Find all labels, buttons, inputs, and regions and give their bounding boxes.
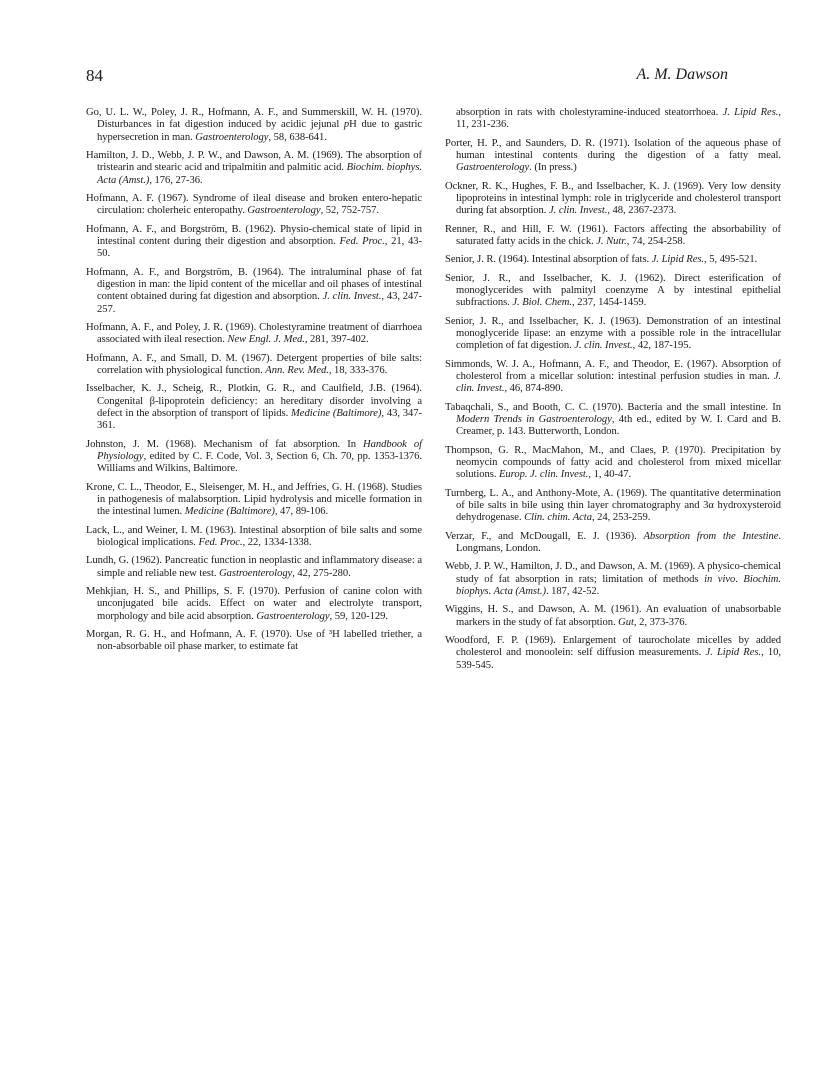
reference-entry [86,629,422,654]
reference-text: , 281, 397-402. [304,334,369,346]
reference-text: Tabaqchali, S., and Booth, C. C. (1970). Bacteria and the small intestine. In [445,401,781,413]
reference-italic: Gastroenterology [456,162,530,174]
reference-text: , 5, 495-521. [704,254,758,266]
reference-text: , 11, 231-236. [456,107,781,131]
reference-entry [86,586,422,623]
reference-text: Krone, C. L., Theodor, E., Sleisenger, M. H., and Jeffries, G. H. (1968). Studies in pathogenesis of malabsorption. Lipid hydrolysis and micelle formation in the intestinal lumen. [86,481,422,518]
reference-text: Morgan, R. G. H., and Hofmann, A. F. (1970). Use of ³H labelled triether, a non-absorbable oil phase marker, to estimate fat [86,628,422,653]
reference-entry [445,254,781,266]
reference-entry [86,383,422,432]
reference-text: , 18, 333-376. [328,364,388,376]
reference-text: , 176, 27-36. [149,174,203,186]
reference-entry [445,604,781,629]
reference-entry [445,635,781,672]
reference-text: Lack, L., and Weiner, I. M. (1963). Intestinal absorption of bile salts and some biological implications. [86,524,422,548]
reference-text: Senior, J. R., and Isselbacher, K. J. (1962). Direct esterification of monoglycerides with palmityl coenzyme A by intestinal epithelial subfractions. [445,272,781,309]
reference-entry [86,322,422,347]
reference-italic: Biochim. biophys. Acta (Amst.) [97,162,423,186]
reference-text: , 43, 347-361. [97,407,422,432]
reference-italic: in vivo [704,573,736,585]
reference-text: , 22, 1334-1338. [242,536,312,548]
reference-entry [86,193,422,218]
reference-text: , 59, 120-129. [329,610,388,622]
reference-text: . [735,573,744,585]
reference-entry [86,525,422,550]
reference-text: Hamilton, J. D., Webb, J. P. W., and Dawson, A. M. (1969). The absorption of tristearin and stearic acid and tripalmitin and palmitic acid. [86,149,422,174]
reference-text: , 47, 89-106. [274,506,329,518]
running-head: A. M. Dawson [636,66,728,83]
reference-text: Go, U. L. W., Poley, J. R., Hofmann, A. F., and Summerskill, W. H. (1970). Disturbances in fat digestion induced by acidic jejunal [86,107,422,131]
reference-text: Hofmann, A. F. (1967). Syndrome of ileal disease and broken entero-hepatic circulation: cholerheic enteropathy. [86,192,422,217]
reference-text: Johnston, J. M. (1968). Mechanism of fat absorption. In [86,438,364,450]
reference-text: , edited by C. F. Code, Vol. 3, Section 6, Ch. 70, pp. 1353-1376. Williams and Wilkins, Baltimore. [97,450,422,475]
reference-italic: J. clin. Invest. [322,291,382,303]
reference-text: , 4th ed., edited by W. I. Card and B. Creamer, p. 143. Butterworth, London. [456,413,781,438]
reference-entry [445,359,781,396]
reference-text: , 2, 373-376. [633,616,688,628]
reference-text: , 237, 1454-1459. [572,297,647,309]
page-number: 84 [86,66,103,85]
reference-text: Thompson, G. R., MacMahon, M., and Claes, P. (1970). Precipitation by neomycin compounds of fatty acid and cholesterol from mixed micellar solutions. [445,444,781,481]
reference-italic: J. Nutr. [596,235,627,247]
reference-entry [445,138,781,175]
reference-italic: J. clin. Invest. [549,205,608,217]
reference-italic: Ann. Rev. Med. [265,364,329,376]
reference-text: , 48, 2367-2373. [607,205,677,217]
reference-text: Porter, H. P., and Saunders, D. R. (1971). Isolation of the aqueous phase of human intestinal contents during the digestion of a fatty meal. [445,137,781,161]
reference-italic: Gastroenterology [195,131,269,143]
reference-text: Isselbacher, K. J., Scheig, R., Plotkin, G. R., and Caulfield, J.B. (1964). Congenital β-lipoprotein deficiency: an hereditary disorder involving a defect in the absorption of transport of lipids. [86,383,422,419]
references-left-column [86,107,422,660]
references-right-column [445,107,781,678]
reference-text: , 1, 40-47. [588,469,632,481]
reference-text: Hofmann, A. F., and Borgström, B. (1962). Physio-chemical state of lipid in intestinal content during their digestion and absorption. [86,223,422,247]
reference-italic: Gastroenterology [247,205,321,217]
reference-text: Renner, R., and Hill, F. W. (1961). Factors affecting the absorbability of saturated fatty acids in the chick. [445,223,781,247]
reference-text: , 46, 874-890. [504,383,563,395]
reference-text: Verzar, F., and McDougall, E. J. (1936). [445,530,644,542]
reference-italic: Gut [618,616,634,628]
reference-text: Hofmann, A. F., and Small, D. M. (1967). Detergent properties of bile salts: correlation with physiological function. [86,352,422,376]
reference-text: . (In press.) [529,162,577,174]
reference-entry [86,555,422,580]
reference-text: , 10, 539-545. [456,647,781,671]
reference-italic: J. Lipid Res. [651,254,705,266]
reference-text: absorption in rats with cholestyramine-induced steatorrhoea. [456,107,723,118]
reference-text: H due to gastric hypersecretion in man. [97,119,422,143]
reference-italic: New Engl. J. Med. [227,334,305,346]
reference-entry [445,181,781,218]
reference-text: , 74, 254-258. [626,235,686,247]
reference-entry [86,267,422,316]
reference-italic: Handbook of Physiology [97,438,422,462]
reference-text: , 42, 187-195. [632,340,692,352]
reference-entry [445,224,781,249]
reference-italic: Gastroenterology [219,567,293,579]
reference-text: Hofmann, A. F., and Borgström, B. (1964). The intraluminal phase of fat digestion in man: the lipid content of the micellar and oil phases of intestinal content obtained during fat digestion and absorption. [86,266,422,303]
reference-entry [86,224,422,261]
reference-text: Hofmann, A. F., and Poley, J. R. (1969). Cholestyramine treatment of diarrhoea associated with ileal resection. [86,321,422,346]
reference-italic: Medicine (Baltimore) [184,506,275,518]
reference-entry [86,353,422,378]
reference-entry [445,531,781,556]
reference-italic: Europ. J. clin. Invest. [499,469,589,481]
reference-text: Senior, J. R. (1964). Intestinal absorption of fats. [445,254,652,266]
reference-italic: Medicine (Baltimore) [291,407,382,419]
reference-italic: p [343,119,350,131]
reference-italic: Biochim. biophys. Acta (Amst.) [456,573,781,597]
reference-italic: J. Lipid Res. [705,647,762,659]
reference-text: Mehkjian, H. S., and Phillips, S. F. (1970). Perfusion of canine colon with unconjugated bile acids. Effect on water and electrolyte transport, morphology and bile acid absorption. [86,585,422,622]
reference-text: , 42, 275-280. [292,567,351,579]
reference-text: Turnberg, L. A., and Anthony-Mote, A. (1969). The quantitative determination of bile salts in bile using thin layer chromatography and 3α hydroxysteroid dehydrogenase. [445,487,781,524]
reference-text: Senior, J. R., and Isselbacher, K. J. (1963). Demonstration of an intestinal monoglyceride lipase: an enzyme with a possible role in the intracellular completion of fat digestion. [445,315,781,352]
reference-entry [445,488,781,525]
reference-text: Webb, J. P. W., Hamilton, J. D., and Dawson, A. M. (1969). A physico-chemical study of fat absorption in rats; limitation of methods [445,561,781,585]
reference-entry [86,150,422,187]
reference-text: . Longmans, London. [456,530,781,554]
reference-entry [445,402,781,439]
reference-text: . 187, 42-52. [545,585,600,597]
reference-entry [86,107,422,144]
reference-entry [445,445,781,482]
reference-text: , 43, 247-257. [97,291,423,315]
reference-italic: J. Biol. Chem. [512,297,573,309]
reference-continuation [445,107,781,132]
reference-italic: J. clin. Invest. [456,371,781,395]
reference-italic: Fed. Proc. [198,536,243,548]
reference-text: , 58, 638-641. [268,131,327,143]
reference-text: Woodford, F. P. (1969). Enlargement of taurocholate micelles by added cholesterol and monoolein: self diffusion measurements. [445,635,781,659]
reference-text: Lundh, G. (1962). Pancreatic function in neoplastic and inflammatory disease: a simple and reliable new test. [86,555,422,579]
reference-entry [445,273,781,310]
reference-text: Ockner, R. K., Hughes, F. B., and Isselbacher, K. J. (1969). Very low density lipoproteins in intestinal lymph: role in triglyceride and cholesterol transport during fat absorption. [445,180,781,217]
reference-entry [86,482,422,519]
reference-entry [86,439,422,476]
reference-italic: J. clin. Invest. [574,340,633,352]
reference-italic: Absorption from the Intestine [643,530,779,542]
reference-italic: Gastroenterology [256,610,330,622]
reference-text: Wiggins, H. S., and Dawson, A. M. (1961). An evaluation of unabsorbable markers in the study of fat absorption. [445,604,781,628]
reference-italic: Clin. chim. Acta [524,512,592,524]
reference-italic: Modern Trends in Gastroenterology [456,413,612,425]
reference-text: , 21, 43-50. [97,235,422,260]
reference-text: Simmonds, W. J. A., Hofmann, A. F., and Theodor, E. (1967). Absorption of cholesterol from a micellar solution: intestinal perfusion studies in man. [445,358,781,382]
reference-italic: Fed. Proc. [339,235,385,247]
reference-entry [445,316,781,353]
reference-entry [445,561,781,598]
reference-italic: J. Lipid Res. [722,107,779,118]
reference-text: , 52, 752-757. [320,205,380,217]
reference-text: , 24, 253-259. [591,512,651,524]
